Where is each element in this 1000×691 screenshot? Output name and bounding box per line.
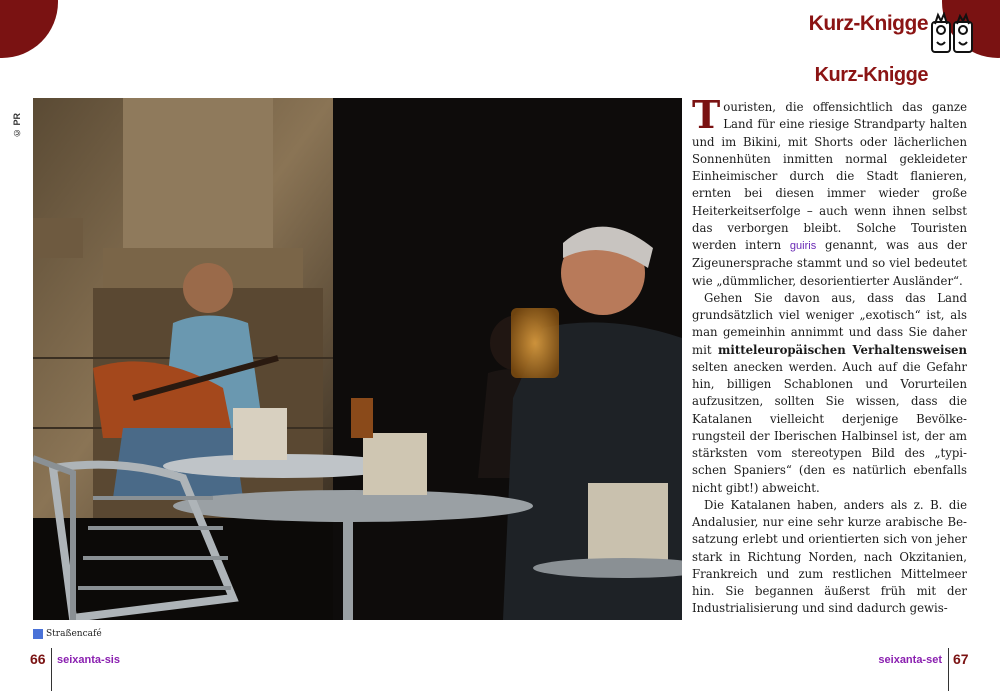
two-people-icon bbox=[930, 12, 976, 56]
caption-text: Straßencafé bbox=[46, 629, 102, 639]
emphasis-behaviour: mitteleuropäischen Verhaltensweisen bbox=[718, 342, 967, 357]
footer-rule-right bbox=[948, 648, 949, 691]
term-guiris: guiris bbox=[789, 240, 817, 252]
paragraph-1-text-b: genannt, was aus der Zigeunersprache stammt und so viel bedeutet wie „dümmlicher, desorientierter Ausländer“. bbox=[692, 238, 968, 288]
paragraph-3: Die Katalanen haben, anders als z. B. die Andalusier, nur eine sehr kurze arabische Besatzung erlebt und orientierten sich von jeher stark in Richtung Norden, nach Okzitanien, Frankreich und zum restlichen Mittelmeer hin. Sie begannen äußerst früh mit der Industrialisierung und sind dadurch gewis- bbox=[692, 497, 967, 616]
paragraph-2 bbox=[692, 290, 967, 497]
drop-cap: T bbox=[692, 92, 721, 137]
paragraph-1 bbox=[692, 92, 968, 290]
paragraph-1-text-a: ouristen, die offensichtlich das ganze Land für eine riesige Strandparty halten und im Bikini, mit Shorts oder lächerlichen Sonnenhüten inmitten normal gekleideter Einheimischer durch die Stadt flanieren, ernten bei diesen immer wieder große Heiterkeitserfolge – auch wenn ihnen selbst das verborgen bleibt. Solche Touristen werden intern bbox=[692, 100, 967, 252]
page-number-left: 66 bbox=[30, 651, 46, 667]
page-number-right: 67 bbox=[953, 651, 969, 667]
running-header-title: Kurz-Knigge bbox=[808, 12, 928, 35]
corner-decoration-left bbox=[0, 0, 58, 58]
photo-caption bbox=[33, 628, 102, 640]
article-heading: Kurz-Knigge bbox=[814, 64, 928, 86]
street-cafe-photo bbox=[33, 98, 682, 620]
photo-credit: © PR bbox=[12, 112, 22, 138]
article-body bbox=[692, 92, 968, 618]
paragraph-2-text-a: Gehen Sie davon aus, dass das Land grundsätzlich viel weniger „exotisch“ ist, als man gemeinhin annimmt und dass Sie daher mit bbox=[692, 290, 967, 357]
paragraph-2-text-b: selten anecken werden. Auch auf die Gefahr hin, billigen Schablonen und Vorurteilen aufzusitzen, sollten Sie wissen, dass die Katalanen vielleicht derjenige Bevölkerungsteil der Iberischen Halbinsel ist, der am stärksten vom stereotypen Bild des „typischen Spaniers“ (den es natürlich ebenfalls nicht gibt!) abweicht. bbox=[692, 359, 967, 495]
page-word-right: seixanta-set bbox=[878, 654, 942, 666]
footer-rule-left bbox=[51, 648, 52, 691]
page-word-left: seixanta-sis bbox=[57, 654, 120, 666]
caption-marker bbox=[33, 629, 43, 639]
